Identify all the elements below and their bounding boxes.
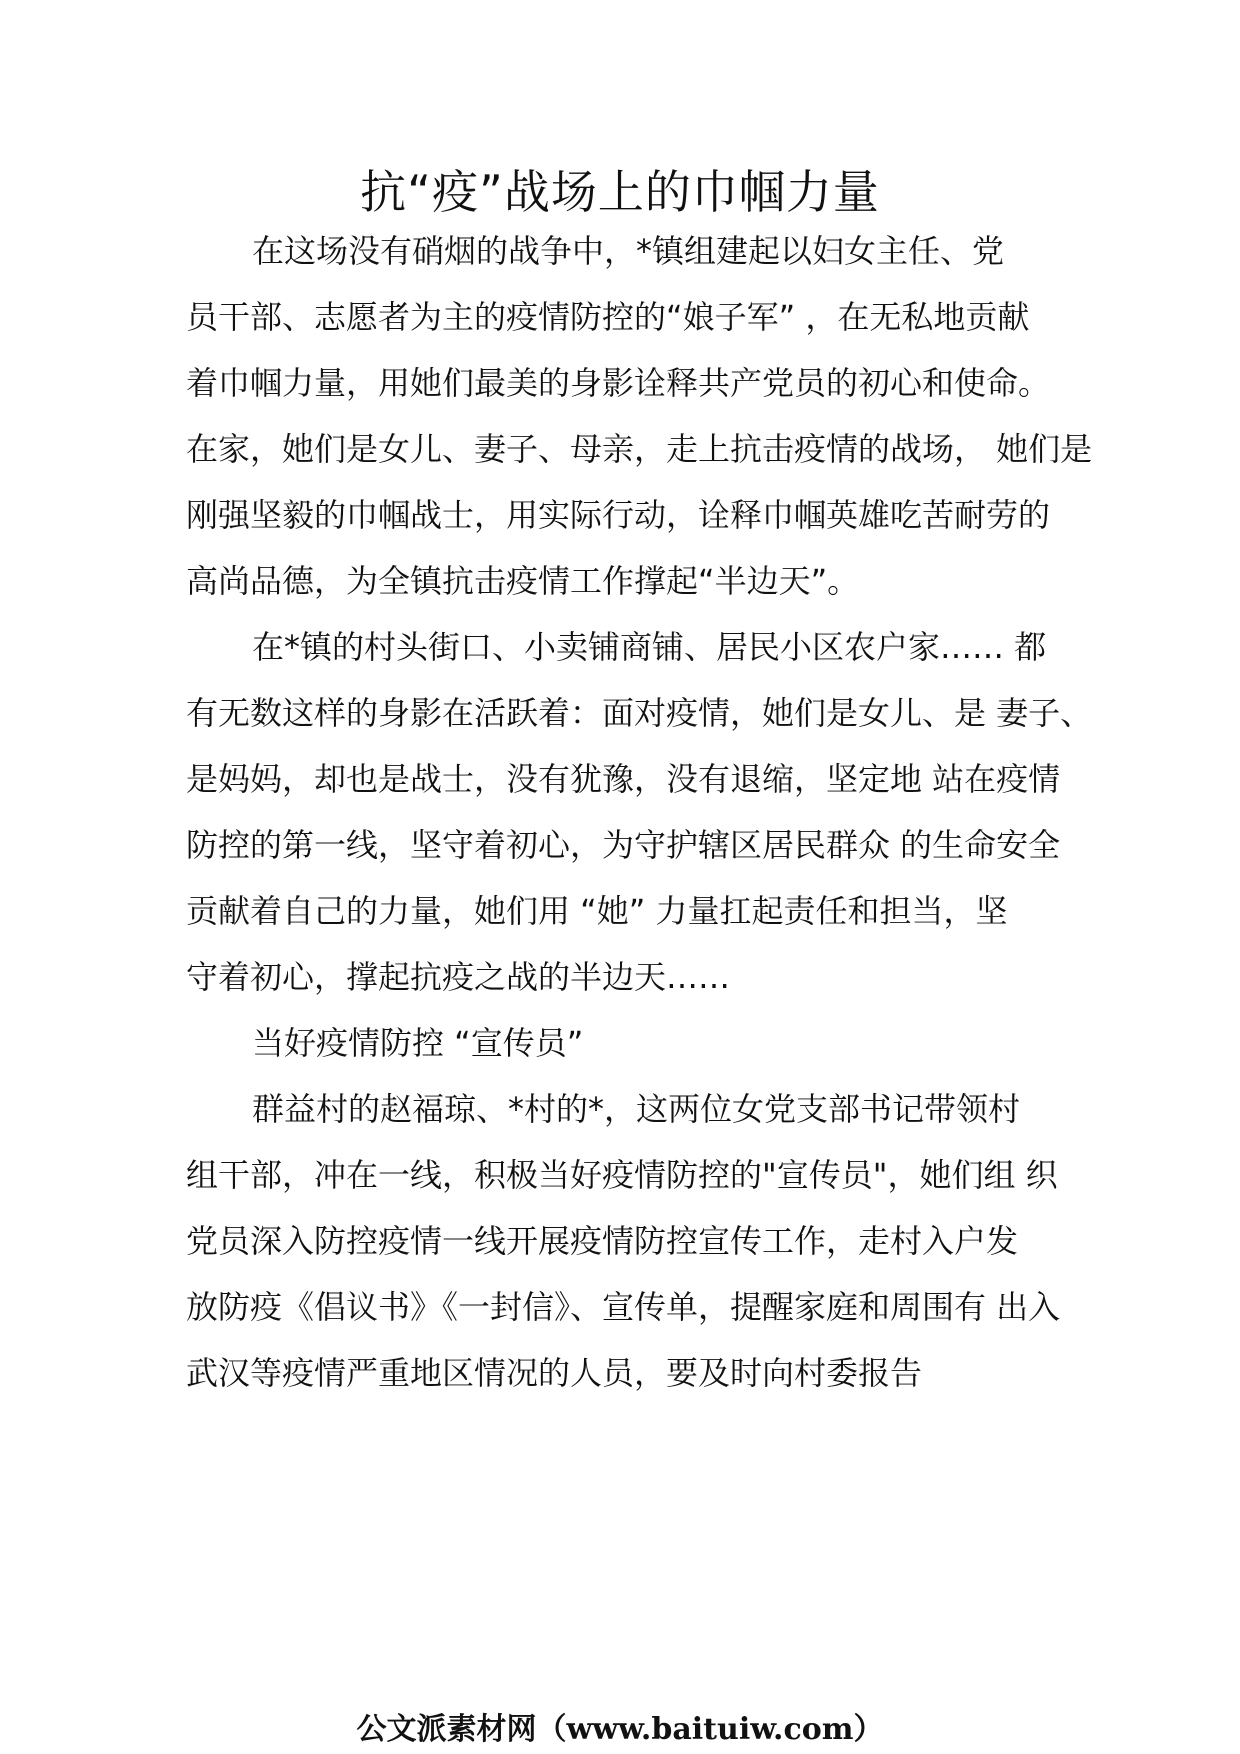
paragraph-1-line-4: 在家，她们是女儿、妻子、母亲，走上抗击疫情的战场， 她们是 bbox=[186, 430, 1093, 468]
paragraph-2-line-4: 防控的第一线，坚守着初心，为守护辖区居民群众 的生命安全 bbox=[186, 826, 1061, 864]
paragraph-1-line-1: 在这场没有硝烟的战争中，*镇组建起以妇女主任、党 bbox=[252, 232, 1005, 270]
paragraph-1-line-3: 着巾帼力量，用她们最美的身影诠释共产党员的初心和使命。 bbox=[186, 364, 1051, 402]
document-title: 抗“疫”战场上的巾帼力量 bbox=[360, 165, 880, 219]
section-heading: 当好疫情防控 “宣传员” bbox=[252, 1024, 584, 1062]
paragraph-3-line-5: 武汉等疫情严重地区情况的人员，要及时向村委报告 bbox=[186, 1354, 923, 1392]
paragraph-3-line-3: 党员深入防控疫情一线开展疫情防控宣传工作，走村入户发 bbox=[186, 1222, 1019, 1260]
paragraph-3-line-2: 组干部，冲在一线，积极当好疫情防控的"宣传员"，她们组 织 bbox=[186, 1156, 1058, 1194]
paragraph-2-line-5: 贡献着自己的力量，她们用 “她” 力量扛起责任和担当，坚 bbox=[186, 892, 1008, 930]
paragraph-1-line-6: 高尚品德，为全镇抗击疫情工作撑起“半边天”。 bbox=[186, 562, 860, 600]
paragraph-1-line-5: 刚强坚毅的巾帼战士，用实际行动，诠释巾帼英雄吃苦耐劳的 bbox=[186, 496, 1051, 534]
paragraph-3-line-1: 群益村的赵福琼、*村的*，这两位女党支部书记带领村 bbox=[252, 1090, 1021, 1128]
paragraph-2-line-1: 在*镇的村头街口、小卖铺商铺、居民小区农户家…… 都 bbox=[252, 628, 1047, 666]
paragraph-1-line-2: 员干部、志愿者为主的疫情防控的“娘子军” ，在无私地贡献 bbox=[186, 298, 1030, 336]
footer-source: 公文派素材网（www.baituiw.com） bbox=[356, 1712, 884, 1747]
paragraph-2-line-2: 有无数这样的身影在活跃着：面对疫情，她们是女儿、是 妻子、 bbox=[186, 694, 1093, 732]
document-body bbox=[186, 218, 1093, 1406]
paragraph-2-line-6: 守着初心，撑起抗疫之战的半边天…… bbox=[186, 958, 731, 996]
paragraph-3-line-4: 放防疫《倡议书》《一封信》、宣传单，提醒家庭和周围有 出入 bbox=[186, 1288, 1061, 1326]
paragraph-2-line-3: 是妈妈，却也是战士，没有犹豫，没有退缩，坚定地 站在疫情 bbox=[186, 760, 1061, 798]
